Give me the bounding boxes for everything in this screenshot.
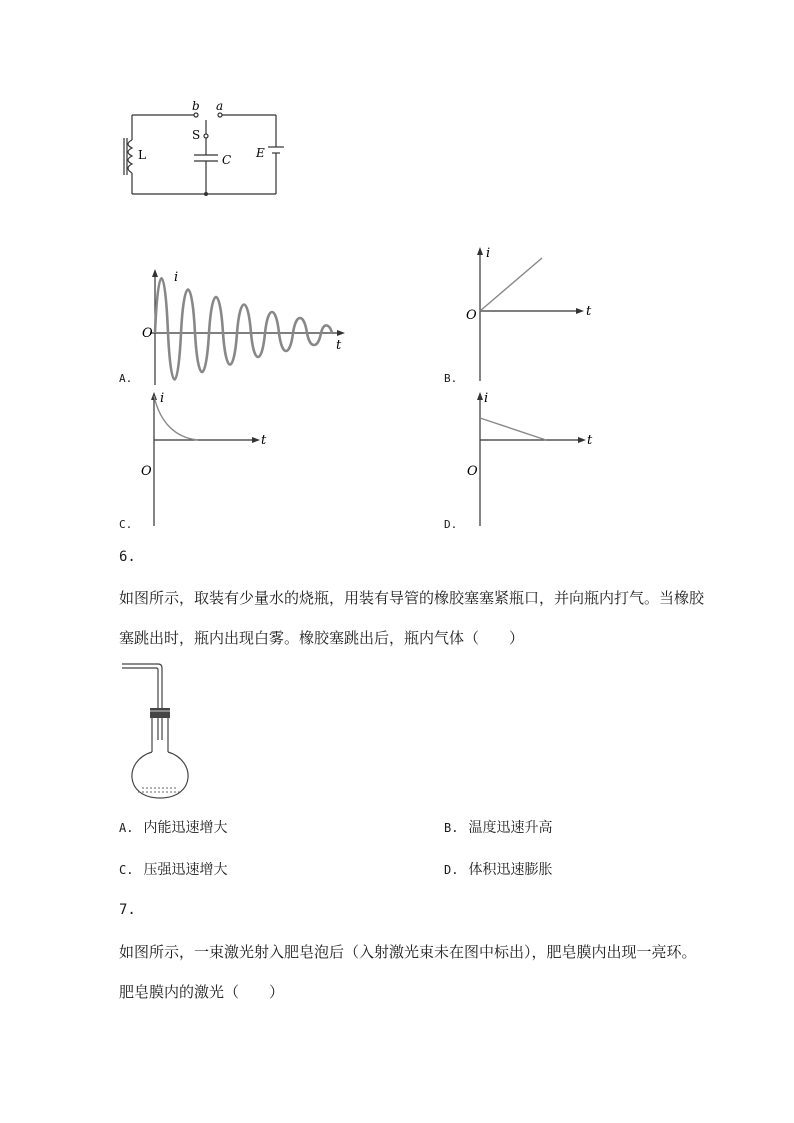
question-6-number: 6.: [119, 549, 136, 565]
q6-option-a[interactable]: [119, 817, 227, 837]
q6-option-d[interactable]: [444, 859, 552, 879]
q6-option-c-letter: C.: [119, 863, 134, 877]
flask-figure: [118, 660, 198, 802]
label-s: S: [192, 128, 201, 142]
label-e: E: [256, 146, 265, 160]
q6-option-c[interactable]: [119, 859, 227, 879]
graph-b: [462, 243, 602, 383]
damped-oscillation-curve: [155, 278, 332, 379]
q6-option-c-text: 压强迅速增大: [143, 862, 228, 878]
q6-option-b-letter: B.: [444, 821, 459, 835]
linear-increase-line: [480, 258, 542, 311]
label-b: b: [192, 99, 200, 113]
graph-a-xlabel: t: [336, 338, 342, 353]
graph-c-option: C.: [119, 518, 133, 531]
graph-b-ylabel: i: [486, 246, 491, 261]
linear-decrease-line: [480, 418, 546, 440]
q6-option-a-letter: A.: [119, 821, 134, 835]
label-c: C: [222, 153, 232, 167]
graph-a-origin: O: [142, 326, 153, 341]
graph-a-ylabel: i: [174, 270, 179, 285]
graph-c: [138, 388, 278, 528]
graph-d: [464, 388, 604, 528]
question-7-line-1: 如图所示，一束激光射入肥皂泡后（入射激光束未在图中标出），肥皂膜内出现一亮环。: [119, 943, 697, 961]
graph-b-origin: O: [466, 308, 477, 323]
lc-circuit-diagram: [110, 95, 300, 205]
q6-option-b-text: 温度迅速升高: [468, 820, 553, 836]
graph-d-ylabel: i: [484, 391, 489, 406]
question-7-line-2: 肥皂膜内的激光（ ）: [119, 983, 285, 1001]
graph-a: [140, 265, 355, 385]
label-l: L: [138, 148, 146, 162]
graph-b-option: B.: [444, 372, 458, 385]
graph-b-xlabel: t: [586, 304, 592, 319]
q6-option-d-text: 体积迅速膨胀: [468, 862, 553, 878]
graph-c-origin: O: [141, 464, 152, 479]
graph-d-xlabel: t: [587, 433, 593, 448]
q6-option-a-text: 内能迅速增大: [143, 820, 228, 836]
question-7-number: 7.: [119, 902, 136, 918]
label-a: a: [216, 99, 224, 113]
graph-c-ylabel: i: [160, 391, 165, 406]
question-6-line-1: 如图所示，取装有少量水的烧瓶，用装有导管的橡胶塞塞紧瓶口，并向瓶内打气。当橡胶: [119, 589, 705, 607]
q6-option-b[interactable]: [444, 817, 552, 837]
graph-d-origin: O: [467, 464, 478, 479]
graph-a-option: A.: [119, 372, 133, 385]
graph-d-option: D.: [444, 518, 458, 531]
graph-c-xlabel: t: [261, 433, 267, 448]
question-6-line-2: 塞跳出时，瓶内出现白雾。橡胶塞跳出后，瓶内气体（ ）: [119, 629, 525, 647]
q6-option-d-letter: D.: [444, 863, 459, 877]
